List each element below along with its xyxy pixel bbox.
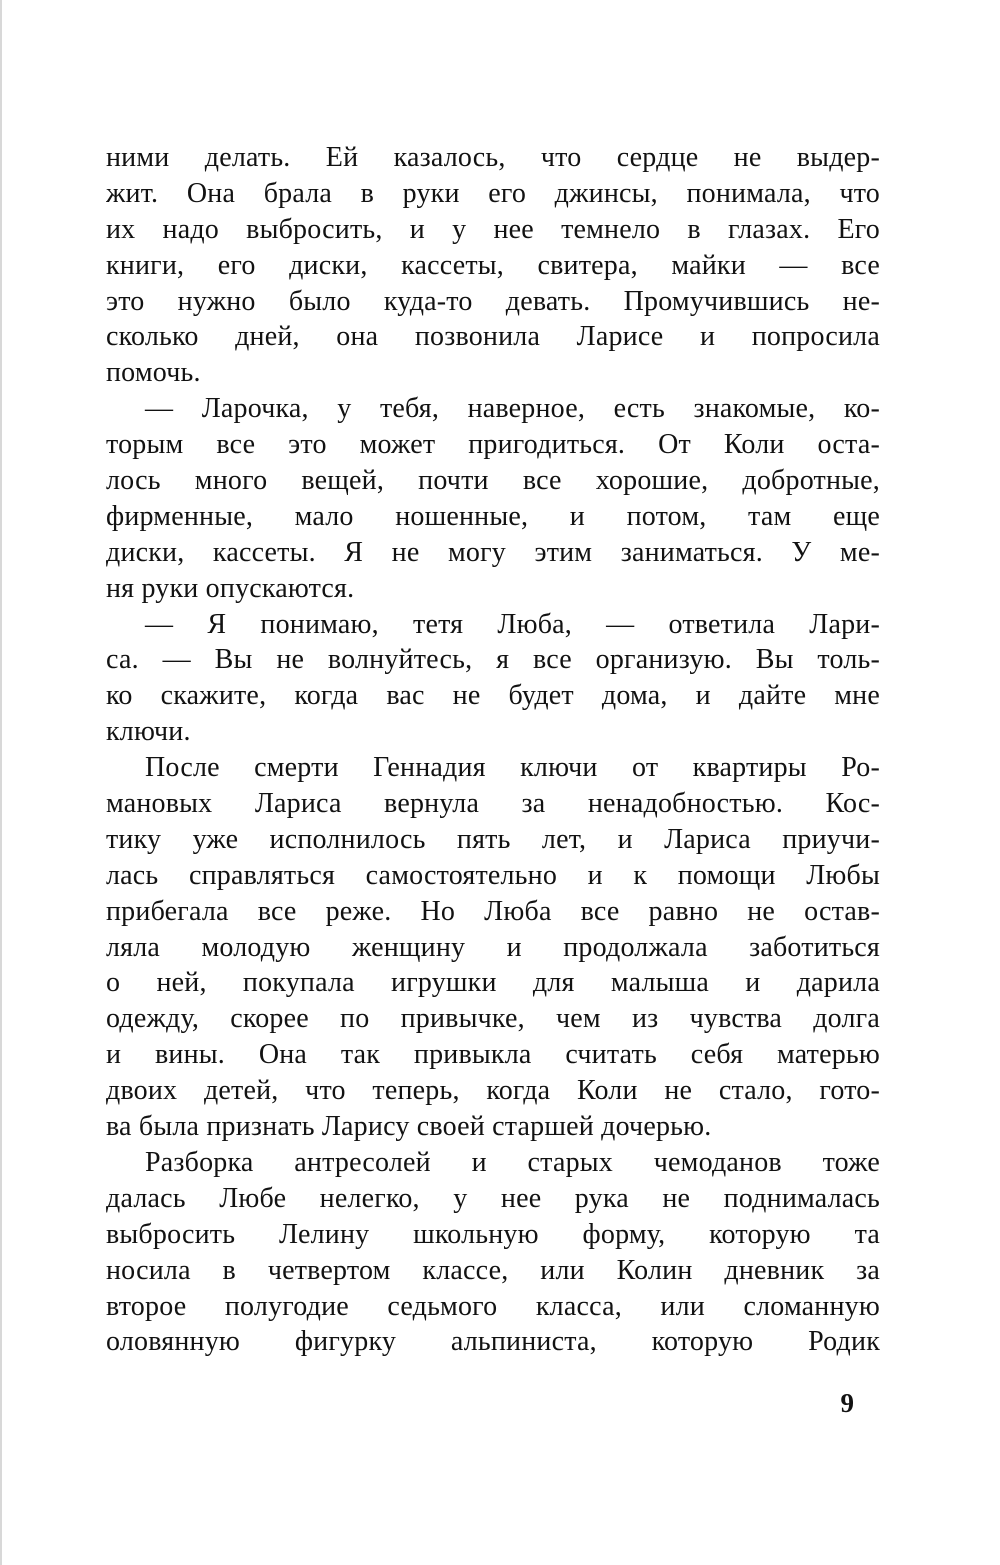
paragraph [106,1145,880,1360]
text-line: их надо выбросить, и у нее темнело в глазах. Его [106,213,880,245]
text-line: одежду, скорее по привычке, чем из чувства долга [106,1003,880,1035]
text-line: После смерти Геннадия ключи от квартиры Ро- [145,752,880,784]
text-line: двоих детей, что теперь, когда Коли не стало, гото- [106,1075,880,1107]
text-line: второе полугодие седьмого класса, или сломанную [106,1290,880,1322]
text-line: далась Любе нелегко, у нее рука не поднималась [106,1182,880,1214]
text-line: диски, кассеты. Я не могу этим заниматься. У ме- [106,536,880,568]
paragraph [106,607,880,751]
paragraph [106,140,880,391]
paragraph [106,391,880,606]
text-line: лось много вещей, почти все хорошие, добротные, [106,465,880,497]
text-line: — Ларочка, у тебя, наверное, есть знакомые, ко- [145,393,880,425]
text-line: ва была признать Ларису своей старшей дочерью. [106,1111,712,1143]
text-line: это нужно было куда-то девать. Промучившись не- [106,285,880,317]
text-line: ключи. [106,716,191,748]
paragraph [106,750,880,1145]
text-line: ко скажите, когда вас не будет дома, и дайте мне [106,680,880,712]
page-number: 9 [840,1388,854,1418]
text-line: ними делать. Ей казалось, что сердце не выдер- [106,142,880,173]
text-line: са. — Вы не волнуйтесь, я все организую. Вы толь- [106,644,880,676]
text-line: помочь. [106,357,201,389]
text-line: ня руки опускаются. [106,572,355,604]
text-line: лась справляться самостоятельно и к помощи Любы [106,859,880,891]
text-line: фирменные, мало ношенные, и потом, там еще [106,500,880,532]
text-line: носила в четвертом классе, или Колин дневник за [106,1254,880,1286]
text-line: и вины. Она так привыкла считать себя матерью [106,1039,880,1071]
text-line: — Я понимаю, тетя Люба, — ответила Лари- [145,608,880,640]
text-line: оловянную фигурку альпиниста, которую Родик [106,1326,880,1358]
text-line: о ней, покупала игрушки для малыша и дарила [106,967,880,999]
text-line: ляла молодую женщину и продолжала заботиться [106,931,880,963]
text-line: жит. Она брала в руки его джинсы, понимала, что [106,177,880,209]
text-line: книги, его диски, кассеты, свитера, майки — все [106,249,880,281]
text-line: тику уже исполнилось пять лет, и Лариса приучи- [106,823,880,855]
text-block [106,140,880,1360]
text-line: мановых Лариса вернула за ненадобностью. Кос- [106,788,880,820]
text-line: торым все это может пригодиться. От Коли оста- [106,429,880,461]
text-line: выбросить Лелину школьную форму, которую та [106,1218,880,1250]
text-line: прибегала все реже. Но Люба все равно не остав- [106,895,880,927]
text-line: сколько дней, она позвонила Ларисе и попросила [106,321,880,353]
text-line: Разборка антресолей и старых чемоданов тоже [145,1146,880,1178]
